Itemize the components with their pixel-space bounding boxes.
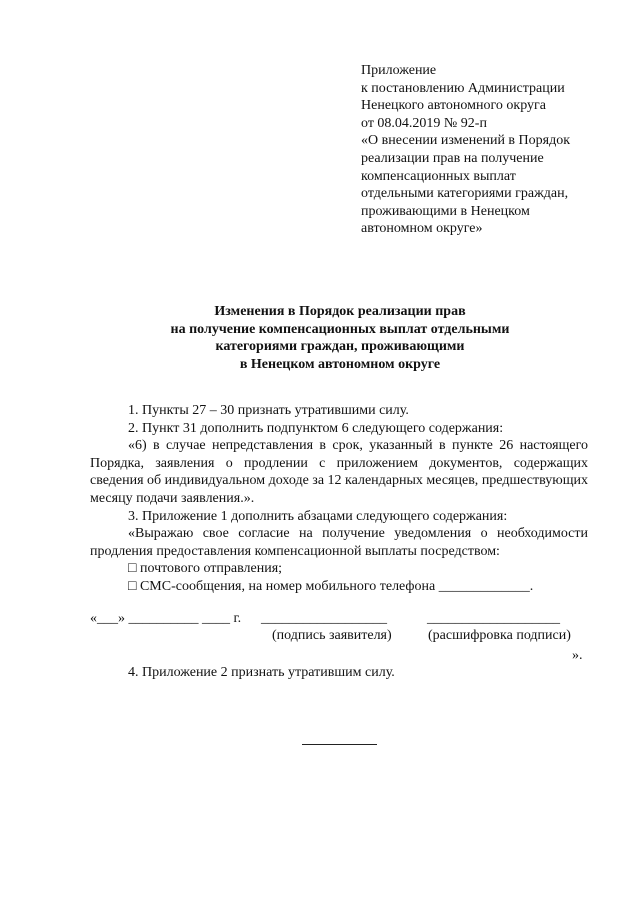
appendix-header — [361, 62, 611, 238]
appendix-line: реализации прав на получение — [361, 150, 544, 166]
item-3: 3. Приложение 1 дополнить абзацами следующего содержания: — [128, 508, 508, 524]
document-body — [90, 402, 588, 596]
item-4: 4. Приложение 2 признать утратившим силу. — [128, 665, 395, 680]
option-post: □ почтового отправления; — [128, 561, 283, 577]
item-3-quote: «Выражаю свое согласие на получение уведомления о необходимости продления предоставления компенсационной выплаты посредством: — [90, 526, 588, 559]
appendix-line: к постановлению Администрации — [361, 80, 565, 96]
appendix-line: автономном округе» — [361, 221, 483, 237]
appendix-line: компенсационных выплат — [361, 168, 516, 184]
title-line: категориями граждан, проживающими — [215, 339, 465, 355]
option-sms: □ СМС-сообщения, на номер мобильного телефона _____________. — [128, 578, 534, 594]
closing-quote: ». — [572, 648, 583, 663]
appendix-line: проживающими в Ненецком — [361, 203, 530, 219]
signature-block — [90, 610, 590, 650]
date-line: «___» __________ ____ г. — [90, 611, 242, 626]
signature-decode-caption: (расшифровка подписи) — [428, 628, 571, 643]
appendix-line: Приложение — [361, 63, 437, 78]
item-2: 2. Пункт 31 дополнить подпунктом 6 следующего содержания: — [128, 420, 504, 436]
signature-decode-line: ___________________ — [427, 611, 560, 626]
title-line: Изменения в Порядок реализации прав — [214, 304, 466, 319]
title-line: на получение компенсационных выплат отдельными — [170, 321, 510, 337]
signature-line: __________________ — [261, 611, 387, 626]
appendix-line: Ненецкого автономного округа — [361, 98, 546, 114]
document-title — [90, 303, 590, 373]
appendix-line: от 08.04.2019 № 92-п — [361, 115, 487, 131]
title-line: в Ненецком автономном округе — [239, 356, 441, 372]
appendix-line: отдельными категориями граждан, — [361, 186, 569, 202]
signature-caption: (подпись заявителя) — [272, 628, 392, 643]
item-1: 1. Пункты 27 – 30 признать утратившими силу. — [128, 403, 409, 418]
item-2-quote: «6) в случае непредставления в срок, указанный в пункте 26 настоящего Порядка, заявления о продлении с приложением документов, содержащих сведения об индивидуальном доходе за 12 календарных месяцев, предшествующих месяцу подачи заявления.». — [90, 438, 588, 506]
end-divider — [302, 744, 377, 745]
appendix-line: «О внесении изменений в Порядок — [361, 133, 571, 149]
